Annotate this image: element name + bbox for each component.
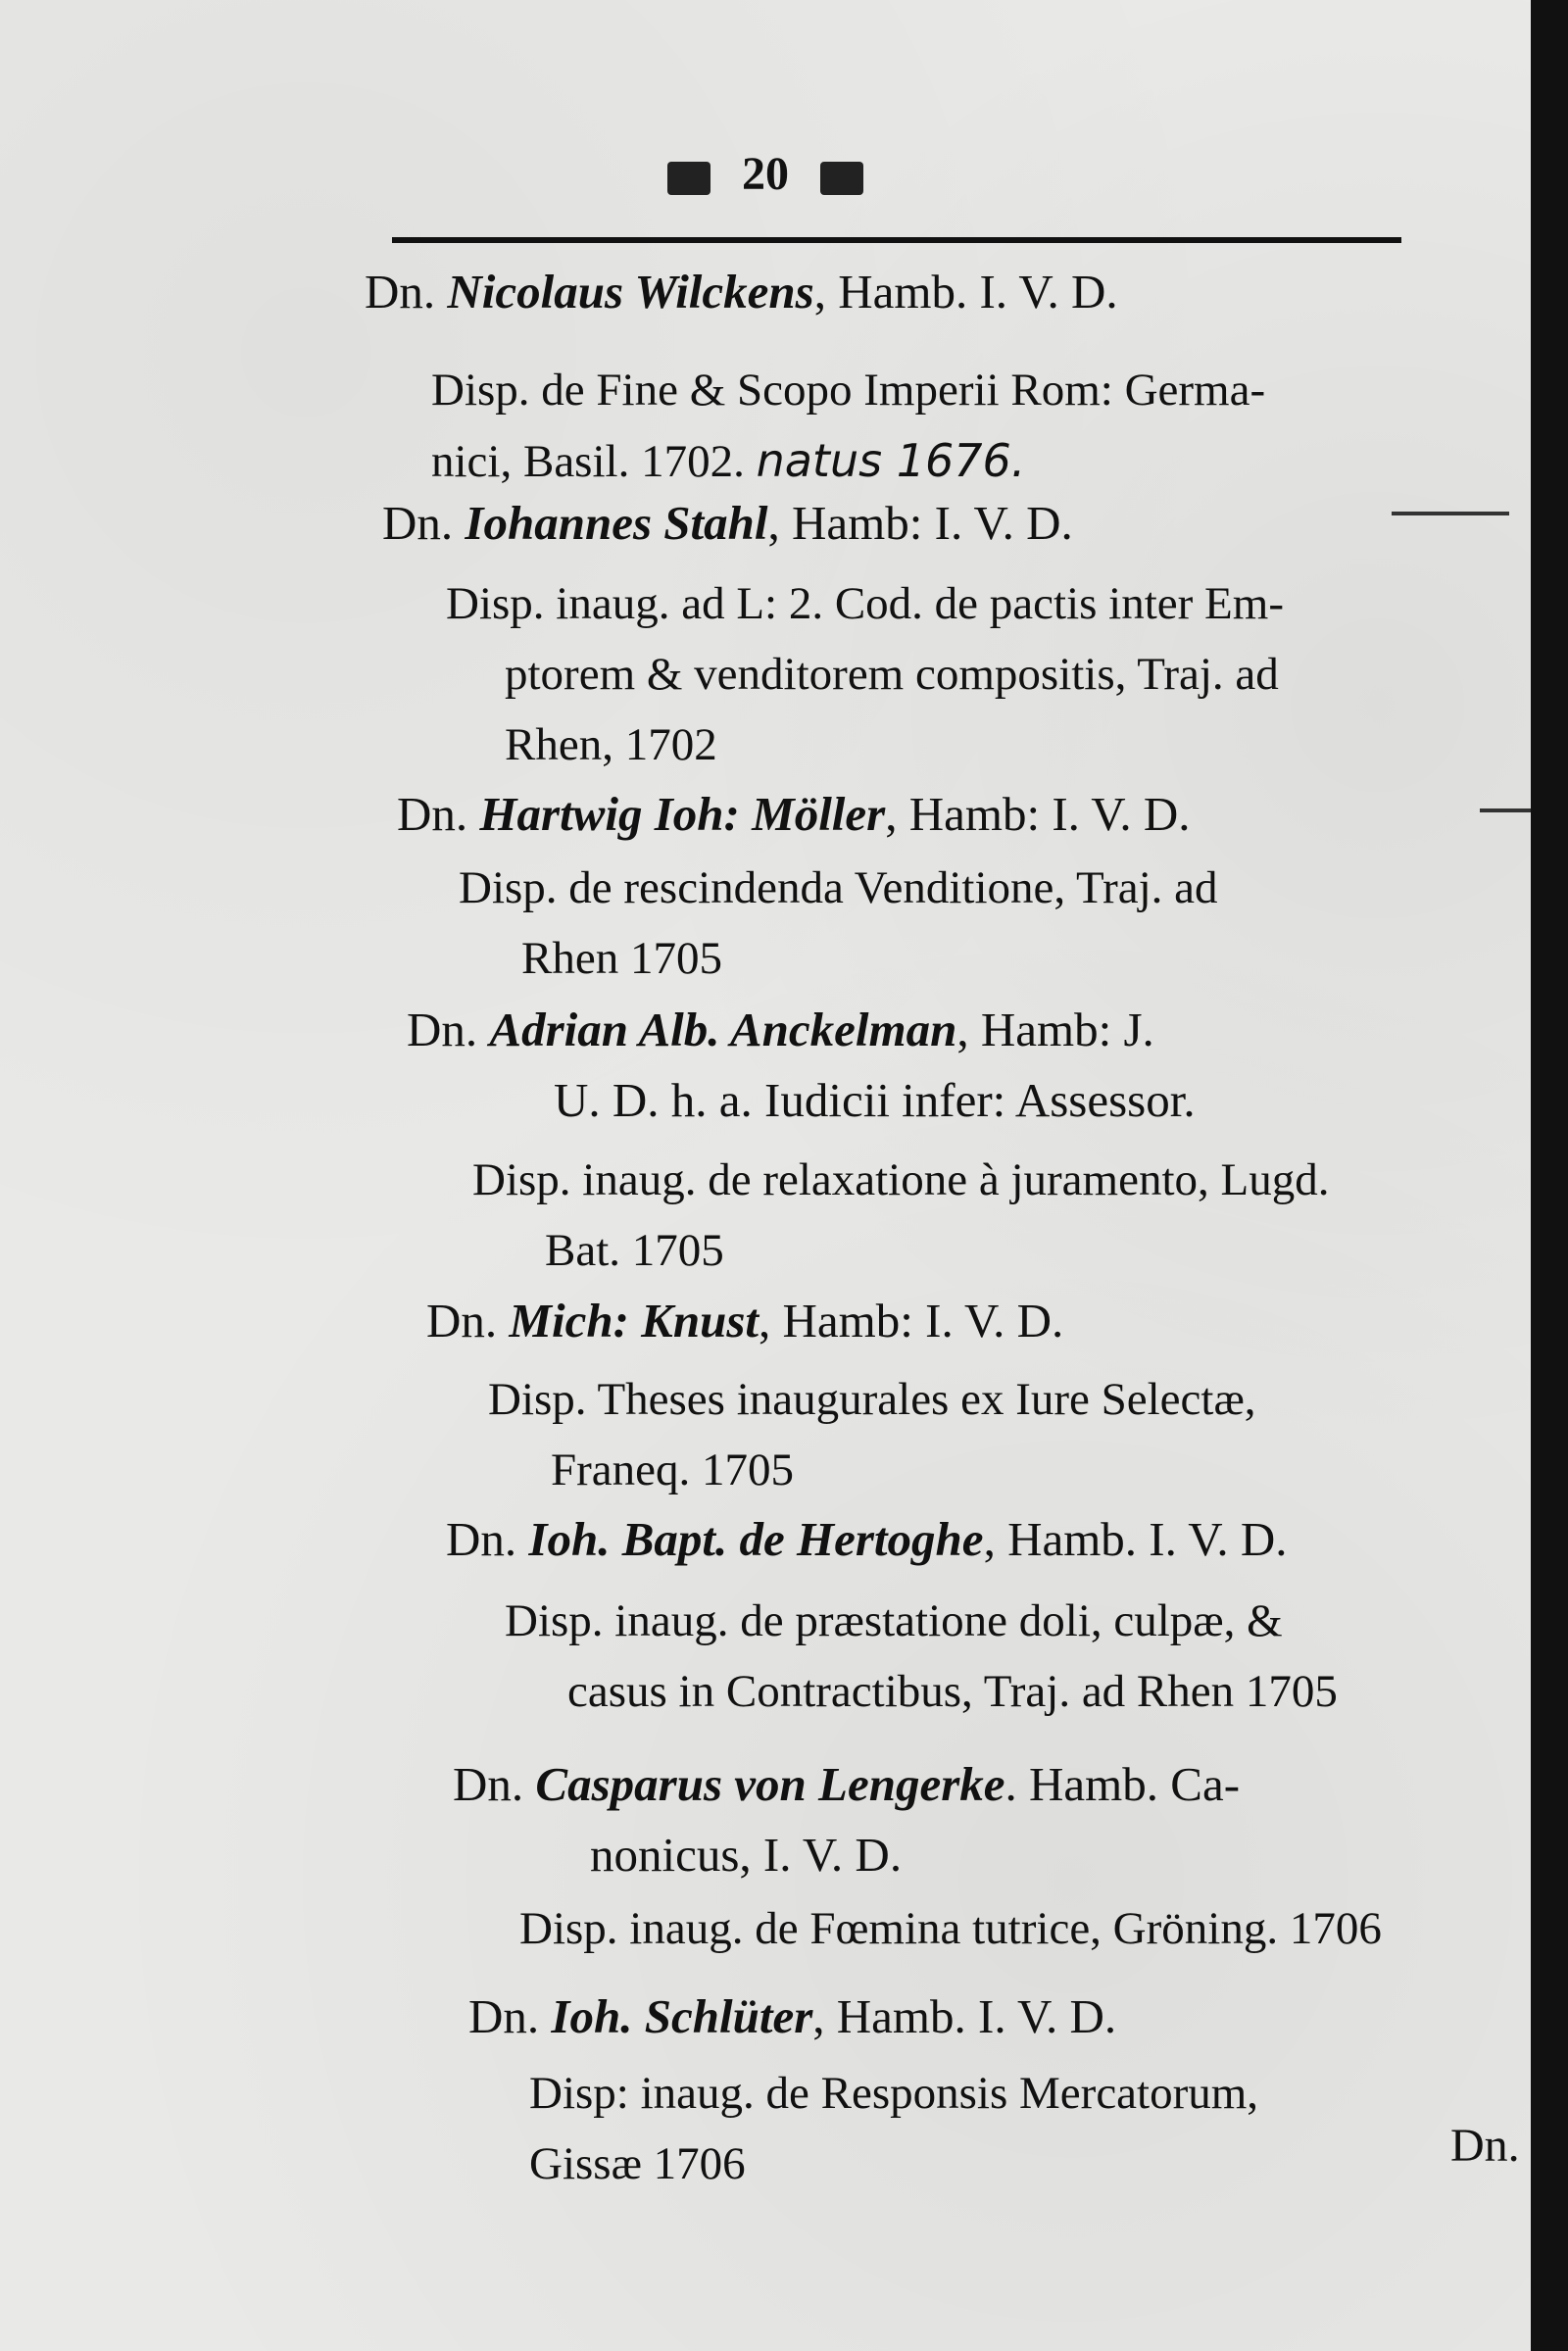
entry-prefix: Dn. — [365, 265, 436, 318]
desc-line: ptorem & venditorem compositis, Traj. ad — [505, 649, 1279, 700]
ornament-left-icon — [667, 162, 710, 195]
person-name: Iohannes Stahl — [465, 496, 768, 550]
desc-line: Franeq. 1705 — [551, 1445, 795, 1495]
page-edge-shadow — [1531, 0, 1568, 2351]
desc-line: Rhen, 1702 — [505, 719, 717, 770]
desc-line: casus in Contractibus, Traj. ad Rhen 1705 — [567, 1666, 1338, 1717]
entry-name — [446, 1504, 1287, 1575]
person-name: Adrian Alb. Anckelman — [489, 1003, 957, 1056]
entry-title: , Hamb. I. V. D. — [812, 1989, 1117, 2043]
entry-desc — [529, 2058, 1258, 2199]
entry-name — [407, 995, 1196, 1136]
entry-name — [453, 1749, 1240, 1890]
entry-prefix: Dn. — [446, 1512, 517, 1566]
desc-line: nici, Basil. 1702. — [431, 436, 745, 487]
entry-desc — [505, 1586, 1338, 1727]
desc-line: Disp: inaug. de Responsis Mercatorum, — [529, 2068, 1259, 2119]
entry-desc — [459, 853, 1218, 994]
desc-line: Rhen 1705 — [521, 933, 722, 984]
entry-title: nonicus, I. V. D. — [590, 1828, 903, 1882]
entry-prefix: Dn. — [426, 1294, 498, 1347]
entry-title: U. D. h. a. Iudicii infer: Assessor. — [554, 1073, 1196, 1127]
entry-name — [397, 779, 1191, 850]
entry-name — [468, 1982, 1116, 2052]
pencil-mark — [1392, 512, 1509, 515]
entry-desc — [519, 1893, 1382, 1964]
entry-desc — [446, 568, 1284, 780]
person-name: Nicolaus Wilckens — [447, 265, 814, 318]
catchword: Dn. — [1450, 2120, 1520, 2172]
person-name: Ioh. Schlüter — [551, 1989, 813, 2043]
entry-name — [426, 1286, 1063, 1356]
person-name: Mich: Knust — [509, 1294, 760, 1347]
entry-title: , Hamb: I. V. D. — [767, 496, 1073, 550]
entry-title: , Hamb: J. — [956, 1003, 1154, 1056]
entry-title: , Hamb. I. V. D. — [813, 265, 1118, 318]
desc-line: Disp. inaug. ad L: 2. Cod. de pactis inter Em- — [446, 578, 1284, 629]
entry-desc — [431, 355, 1265, 497]
entry-title: . Hamb. Ca- — [1004, 1757, 1241, 1811]
entry-desc — [488, 1364, 1256, 1505]
desc-line: Disp. inaug. de præstatione doli, culpæ, & — [505, 1595, 1283, 1646]
header-rule — [392, 237, 1401, 243]
entry-title: , Hamb: I. V. D. — [759, 1294, 1064, 1347]
desc-line: Disp. de Fine & Scopo Imperii Rom: Germa- — [431, 365, 1266, 416]
desc-line: Bat. 1705 — [545, 1225, 724, 1276]
person-name: Hartwig Ioh: Möller — [479, 787, 886, 841]
desc-line: Disp. inaug. de Fœmina tutrice, Gröning. 1706 — [519, 1903, 1382, 1954]
entry-desc — [472, 1145, 1329, 1286]
pencil-mark — [1480, 808, 1531, 812]
person-name: Ioh. Bapt. de Hertoghe — [528, 1512, 984, 1566]
desc-line: Gissæ 1706 — [529, 2138, 746, 2189]
entry-title: , Hamb: I. V. D. — [885, 787, 1191, 841]
person-name: Casparus von Lengerke — [535, 1757, 1005, 1811]
handwritten-note: natus 1676. — [756, 434, 1026, 487]
entry-title: , Hamb. I. V. D. — [983, 1512, 1288, 1566]
page-number: 20 — [742, 148, 789, 200]
entry-name — [365, 257, 1118, 327]
entry-prefix: Dn. — [468, 1989, 540, 2043]
entry-name — [382, 488, 1073, 559]
desc-line: Disp. Theses inaugurales ex Iure Selectæ, — [488, 1374, 1256, 1425]
entry-prefix: Dn. — [397, 787, 468, 841]
desc-line: Disp. inaug. de relaxatione à juramento, Lugd. — [472, 1154, 1330, 1205]
entry-prefix: Dn. — [382, 496, 454, 550]
desc-line: Disp. de rescindenda Venditione, Traj. ad — [459, 862, 1218, 913]
page-header — [0, 147, 1531, 201]
entry-prefix: Dn. — [407, 1003, 478, 1056]
entry-prefix: Dn. — [453, 1757, 524, 1811]
ornament-right-icon — [820, 162, 863, 195]
